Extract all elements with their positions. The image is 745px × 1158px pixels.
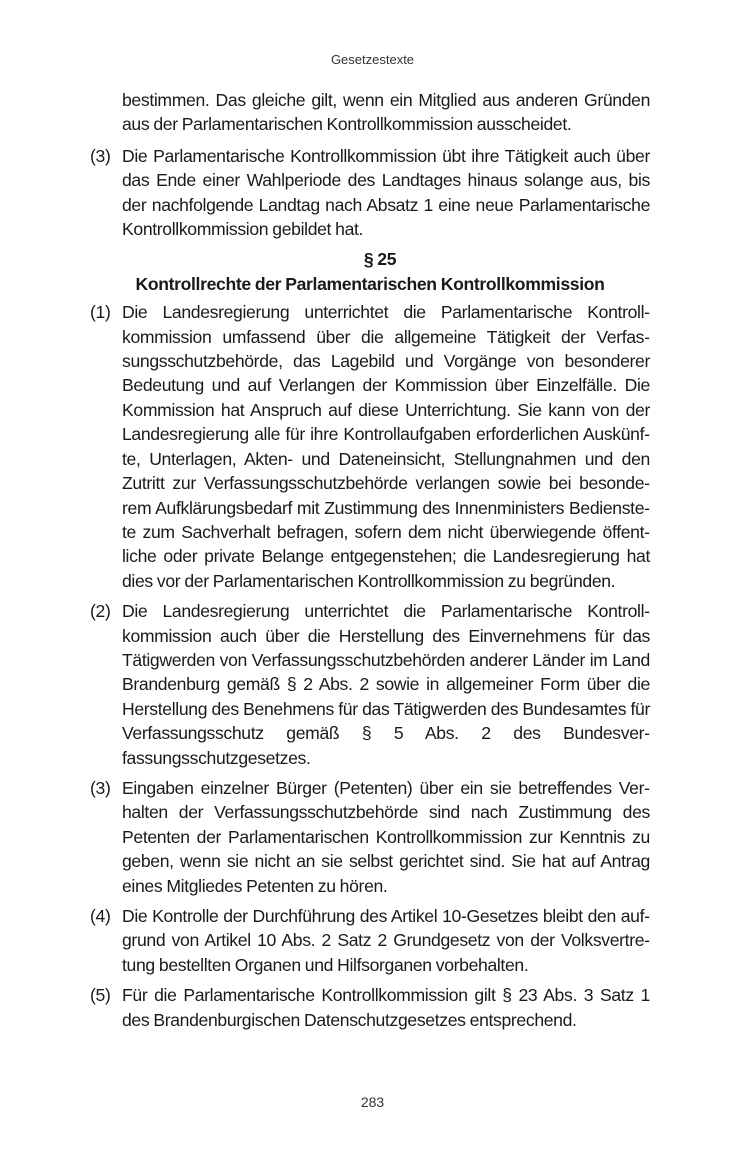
- paragraph-text: Die Landesregierung unterrichtet die Parlamentarische Kontrollkommission umfassend über die allgemeine Tätigkeit der Verfassungsschutzbehörde, das Lagebild und Vorgänge von besonderer Bedeutung und auf Verlangen der Kommission über Einzelfälle. Die Kommission hat Anspruch auf diese Unterrichtung. Sie kann von der Landesregierung alle für ihre Kontrollaufgaben erforderlichen Auskünfte, Unterlagen, Akten- und Dateneinsicht, Stellungnahmen und den Zutritt zur Verfassungsschutzbehörde verlangen sowie bei besonderem Aufklärungsbedarf mit Zustimmung des Innenministers Bedienstete zum Sachverhalt befragen, sofern dem nicht überwiegende öffentliche oder private Belange entgegenstehen; die Landesregierung hat dies vor der Parlamentarischen Kontrollkommission zu begründen.: [122, 302, 650, 591]
- paragraph-number: (1): [90, 302, 111, 323]
- paragraph-25-4: [90, 904, 650, 977]
- continuation-paragraph: bestimmen. Das gleiche gilt, wenn ein Mitglied aus anderen Gründen aus der Parlamentarischen Kontrollkommission ausscheidet.: [122, 90, 650, 135]
- paragraph-25-1: [90, 300, 650, 593]
- paragraph-24-3: [90, 144, 650, 242]
- paragraph-25-3: [90, 776, 650, 898]
- paragraph-text: Die Parlamentarische Kontrollkommission übt ihre Tätigkeit auch über das Ende einer Wahlperiode des Landtages hinaus solange aus, bis der nachfolgende Landtag nach Absatz 1 eine neue Parlamentarische Kontrollkommission gebildet hat.: [122, 145, 650, 240]
- paragraph-number: (4): [90, 906, 111, 926]
- running-header: Gesetzestexte: [330, 52, 415, 67]
- section-number: § 25: [363, 249, 397, 270]
- paragraph-number: (5): [90, 985, 111, 1006]
- paragraph-text: Eingaben einzelner Bürger (Petenten) über ein sie betreffendes Verhalten der Verfassungsschutzbehörde sind nach Zustimmung des Petenten der Parlamentarischen Kontrollkommission zur Kenntnis zu geben, wenn sie nicht an sie selbst gerichtet sind. Sie hat auf Antrag eines Mitgliedes Petenten zu hören.: [122, 777, 650, 896]
- page-number: 283: [360, 1094, 385, 1110]
- paragraph-number: (3): [90, 777, 111, 798]
- paragraph-text: Die Kontrolle der Durchführung des Artikel 10-Gesetzes bleibt den aufgrund von Artikel 10 Abs. 2 Satz 2 Grundgesetz von der Volksvertretung bestellten Organen und Hilfsorganen vorbehalten.: [122, 906, 650, 975]
- paragraph-25-5: [90, 983, 650, 1032]
- paragraph-text: Für die Parlamentarische Kontrollkommission gilt § 23 Abs. 3 Satz 1 des Brandenburgischen Datenschutzgesetzes entsprechend.: [122, 985, 650, 1030]
- paragraph-number: (3): [90, 145, 111, 166]
- paragraph-text: Die Landesregierung unterrichtet die Parlamentarische Kontrollkommission auch über die Herstellung des Einvernehmens für das Tätigwerden von Verfassungsschutzbehörden anderer Länder im Land Brandenburg gemäß § 2 Abs. 2 sowie in allgemeiner Form über die Herstellung des Benehmens für das Tätigwerden des Bundesamtes für Verfassungsschutz gemäß § 5 Abs. 2 des Bundesverfassungsschutzgesetzes.: [122, 601, 650, 768]
- paragraph-25-2: [90, 599, 650, 770]
- paragraph-number: (2): [90, 601, 111, 622]
- section-title: Kontrollrechte der Parlamentarischen Kontrollkommission: [135, 273, 605, 294]
- page-body: [90, 88, 650, 1038]
